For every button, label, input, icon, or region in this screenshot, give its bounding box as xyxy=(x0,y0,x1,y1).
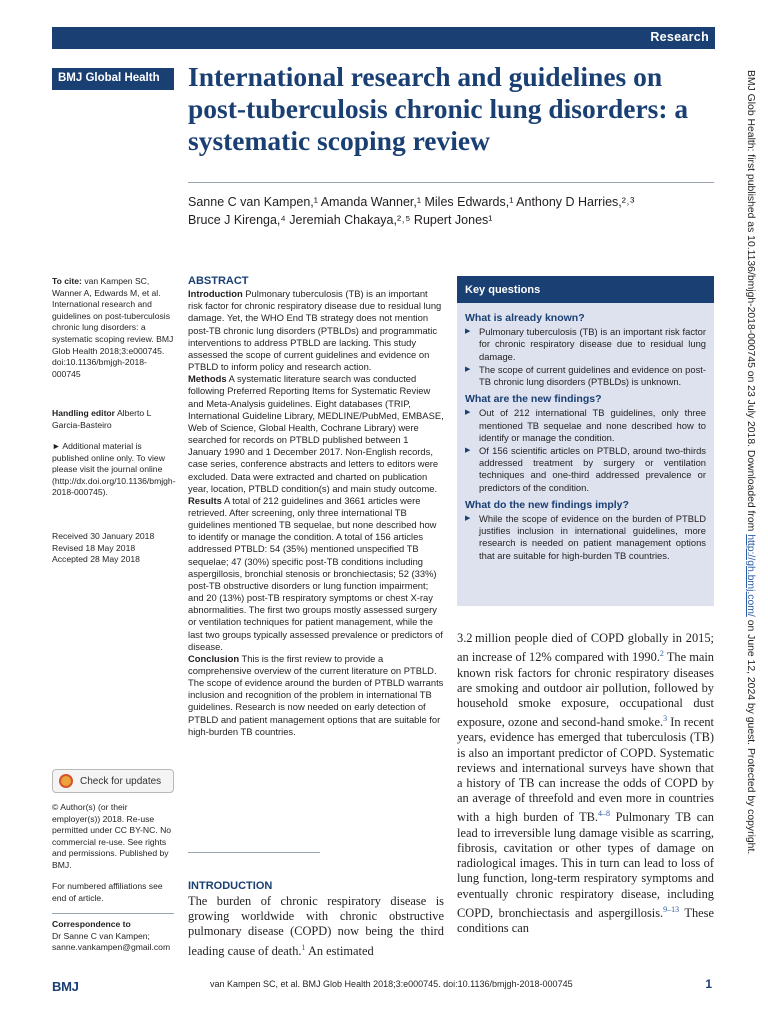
footer-citation: van Kampen SC, et al. BMJ Glob Health 2018;3:e000745. doi:10.1136/bmjgh-2018-000745 xyxy=(210,979,573,989)
key-questions-box xyxy=(457,276,714,606)
editor-block xyxy=(52,408,174,431)
abstract-results-label: Results xyxy=(188,494,222,506)
findings-list xyxy=(465,407,706,493)
page-footer xyxy=(52,975,715,995)
list-item: ▶ While the scope of evidence on the burden of PTBLD justifies inclusion in international guidelines, more research is needed on patient management options that are suitable for high-burden TB countries. xyxy=(465,513,706,562)
introduction-paragraph xyxy=(188,894,444,959)
section-banner xyxy=(52,27,715,49)
download-margin-note xyxy=(742,70,756,950)
abstract-results-text: A total of 212 guidelines and 3661 articles were retrieved. After screening, only three international TB guidelines mentioned TB sequelae, but none described how to identify or manage the condition. A total of 156 articles addressed PTBLD: 54 (35%) mentioned unspecified TB sequelae; 47 (30%) specific post-TB conditions including aspergillosis, bronchial stenosis or bronchiectasis; 52 (33%) post-TB obstructive disorders or lung function impairment; and 20 (13%) post-TB respiratory symptoms or chest X-ray abnormalities. The first two groups mostly assessed surgery or ventilation techniques for patient management, while the last two groups typically assessed prevalence or predictors of disease. xyxy=(188,494,443,652)
body-text: 3.2 million people died of COPD globally in 2015; an increase of 12% compared with 1990. xyxy=(457,631,714,665)
list-item: ▶ The scope of current guidelines and evidence on post-TB chronic lung disorders (PTBLDs) is unknown. xyxy=(465,364,706,388)
bmj-logo: BMJ xyxy=(52,979,79,994)
title-divider xyxy=(188,182,714,183)
introduction-heading: INTRODUCTION xyxy=(188,880,273,892)
list-item: ▶ Out of 212 international TB guidelines, only three mentioned TB sequelae and none described how to identify or manage the condition. xyxy=(465,407,706,444)
abstract-conclusion xyxy=(188,653,444,738)
affiliations-note: For numbered affiliations see end of article. xyxy=(52,881,163,903)
abstract-intro-label: Introduction xyxy=(188,288,243,300)
check-for-updates-button[interactable] xyxy=(52,769,174,793)
abstract-conclusion-text: This is the first review to provide a comprehensive overview of the current literature on PTBLD. The scope of evidence around the burden of PTBLD warrants inclusion and recognition of the problem in international TB guidelines. Research is now needed on early detection of PTBLD and patient management options that are suitable for high-burden TB countries. xyxy=(188,652,444,737)
check-for-updates-label: Check for updates xyxy=(80,776,162,787)
abstract-methods xyxy=(188,373,444,495)
margin-text-after: on June 12, 2024 by guest. Protected by copyright. xyxy=(745,616,756,855)
cite-label: To cite: xyxy=(52,276,82,286)
body-text-right-column xyxy=(457,631,714,936)
crossmark-icon xyxy=(59,774,73,788)
article-title: International research and guidelines on post-tuberculosis chronic lung disorders: a systematic scoping review xyxy=(188,61,689,156)
abstract-results xyxy=(188,495,444,653)
reference-link[interactable]: 9–13 xyxy=(663,904,680,914)
introduction-section xyxy=(188,880,444,959)
body-text: These conditions can xyxy=(457,905,714,936)
correspondence-name: Dr Sanne C van Kampen; xyxy=(52,930,150,941)
authors-line-2: Bruce J Kirenga,⁴ Jeremiah Chakaya,²˒⁵ Rupert Jones¹ xyxy=(188,212,493,227)
received-date: Received 30 January 2018 xyxy=(52,531,155,541)
reference-link[interactable]: 4–8 xyxy=(598,809,610,819)
abstract-conclusion-label: Conclusion xyxy=(188,652,240,664)
intro-text-a: The burden of chronic respiratory disease is growing worldwide with chronic obstructive pulmonary disease (COPD) now being the third leading cause of death. xyxy=(188,894,444,958)
abstract-methods-label: Methods xyxy=(188,373,227,385)
margin-text-before: BMJ Glob Health: first published as 10.1136/bmjgh-2018-000745 on 23 July 2018. Downloaded from xyxy=(745,70,756,535)
body-text: In recent years, evidence has emerged that tuberculosis (TB) is also an important predictor of COPD. Systematic reviews and international surveys have shown that a history of TB can increase the odds of COPD by an average of threefold and even more in countries with a high burden of TB. xyxy=(457,715,714,825)
section-label: Research xyxy=(650,30,709,44)
correspondence-email[interactable]: sanne.vankampen@gmail.com xyxy=(52,942,171,953)
additional-material-note[interactable]: ► Additional material is published online only. To view please visit the journal online (http://dx.doi.org/10.1136/bmjgh-2018-000745). xyxy=(52,441,176,498)
body-text: Pulmonary TB can lead to irreversible lung damage visible as scarring, fibrosis, cavitation or other types of damage on radiological images. This in turn can lead to loss of lung function, long-term respiratory symptoms and eventually chronic respiratory disease, including COPD, bronchiectasis and aspergillosis. xyxy=(457,810,714,920)
citation-block xyxy=(52,276,174,380)
key-questions-heading: Key questions xyxy=(457,276,714,303)
journal-logo[interactable]: BMJ Global Health xyxy=(52,68,174,90)
body-paragraph xyxy=(457,631,714,936)
abstract-intro-text: Pulmonary tuberculosis (TB) is an important risk factor for chronic respiratory disease due to residual lung damage. Yet, the WHO End TB strategy does not mention post-TB chronic lung disorders (PTBLDs) and programmatic interventions to address PTBLD are lacking. This study assessed the scope of current guidelines and evidence on PTBLD to inform policy and research action. xyxy=(188,288,442,373)
author-list xyxy=(188,194,718,229)
authors-line-1: Sanne C van Kampen,¹ Amanda Wanner,¹ Miles Edwards,¹ Anthony D Harries,²˒³ xyxy=(188,195,635,209)
cite-text: van Kampen SC, Wanner A, Edwards M, et al. International research and guidelines on post-tuberculosis chronic lung disorders: a systematic scoping review. BMJ Glob Health 2018;3:e000745. doi:10.1136/bmjgh-2018-000745 xyxy=(52,276,174,379)
dates-block xyxy=(52,531,174,566)
abstract xyxy=(188,275,444,738)
implications-list xyxy=(465,513,706,562)
abstract-methods-text: A systematic literature search was conducted following Preferred Reporting Items for Systematic Review and Meta-Analysis guidelines. Eight databases (TRIP, International Guideline Library, MEDLINE/PubMed, EMBASE, Web of Science, Global Health, Cochrane Library) were searched for records on PTBLD published between 1 January 1990 and 1 December 2017. Non-English records, case series, conference abstracts and letters to editors were excluded. Data were extracted and charted on publication year, location, PTBLD condition(s) and main study outcome. xyxy=(188,373,444,494)
reference-link[interactable]: 2 xyxy=(659,649,664,659)
list-item: ▶ Of 156 scientific articles on PTBLD, around two-thirds addressed treatment by surgery or ventilation techniques and one-third addressed prevalence or predictors of the condition. xyxy=(465,445,706,494)
page-number: 1 xyxy=(705,977,712,991)
abstract-divider xyxy=(188,852,320,853)
journal-site-link[interactable]: http://gh.bmj.com/ xyxy=(745,534,756,617)
reference-link[interactable]: 1 xyxy=(301,942,306,952)
editor-label: Handling editor xyxy=(52,408,116,418)
editor-name: Alberto L Garcia-Basteiro xyxy=(52,408,152,430)
reference-link[interactable]: 3 xyxy=(663,714,668,724)
copyright-note: © Author(s) (or their employer(s)) 2018. Re-use permitted under CC BY-NC. No commercial re-use. See rights and permissions. Published by BMJ. xyxy=(52,802,172,870)
list-item: ▶ Pulmonary tuberculosis (TB) is an important risk factor for chronic respiratory disease due to residual lung damage. xyxy=(465,326,706,363)
known-heading: What is already known? xyxy=(465,312,585,324)
abstract-introduction xyxy=(188,288,444,373)
revised-date: Revised 18 May 2018 xyxy=(52,542,136,553)
known-list xyxy=(465,326,706,388)
intro-text-b: An estimated xyxy=(305,943,374,958)
accepted-date: Accepted 28 May 2018 xyxy=(52,554,140,565)
correspondence-label: Correspondence to xyxy=(52,919,131,929)
implications-heading: What do the new findings imply? xyxy=(465,498,629,511)
body-text: The main known risk factors for chronic respiratory diseases are smoking and outdoor air pollution, followed by household smoke exposure, occupational dust exposure, ozone and second-hand smoke. xyxy=(457,650,714,730)
correspondence-block xyxy=(52,913,174,954)
abstract-heading: ABSTRACT xyxy=(188,275,249,287)
findings-heading: What are the new findings? xyxy=(465,393,602,406)
